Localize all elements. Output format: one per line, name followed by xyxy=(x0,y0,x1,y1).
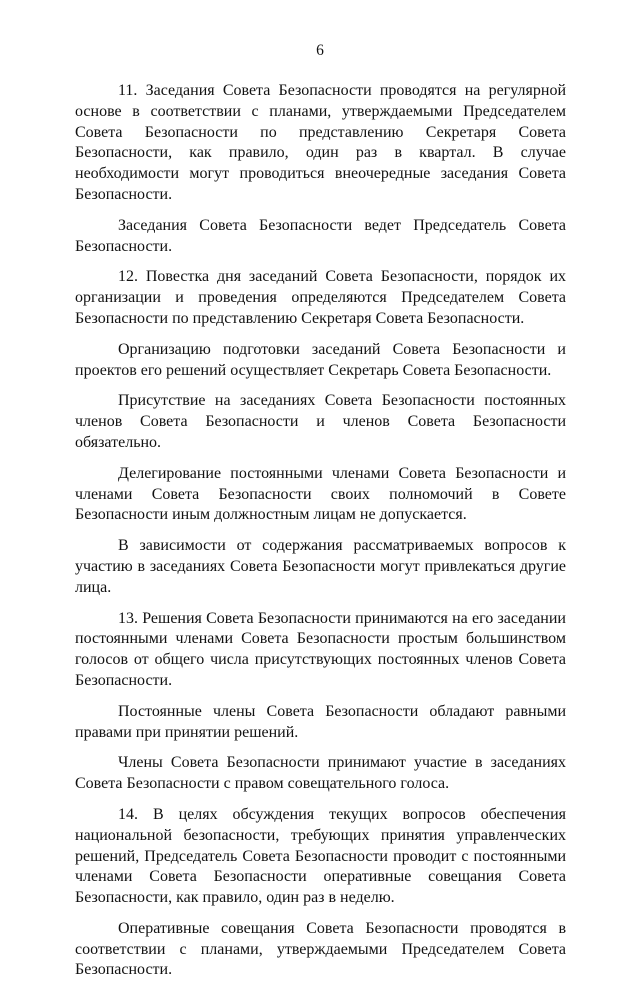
paragraph-13-equal-rights: Постоянные члены Совета Безопасности обладают равными правами при принятии решений. xyxy=(75,702,566,741)
paragraph-12-preparation: Организацию подготовки заседаний Совета Безопасности и проектов его решений осуществляет Секретарь Совета Безопасности. xyxy=(75,340,566,379)
page-number: 6 xyxy=(316,42,324,59)
paragraph-13: 13. Решения Совета Безопасности принимаются на его заседании постоянными членами Совета Безопасности простым большинством голосов от общего числа присутствующих постоянных членов Совета Безопасности. xyxy=(75,609,566,689)
paragraph-12-delegation: Делегирование постоянными членами Совета Безопасности и членами Совета Безопасности своих полномочий в Совете Безопасности иным должностным лицам не допускается. xyxy=(75,464,566,524)
paragraph-12-attendance: Присутствие на заседаниях Совета Безопасности постоянных членов Совета Безопасности и членов Совета Безопасности обязательно. xyxy=(75,392,566,451)
paragraph-11: 11. Заседания Совета Безопасности проводятся на регулярной основе в соответствии с планами, утверждаемыми Председателем Совета Безопасности по представлению Секретаря Совета Безопасности, как правило, один раз в квартал. В случае необходимости могут проводиться внеочередные заседания Совета Безопасности. xyxy=(75,82,566,203)
paragraph-14-operational-meetings: Оперативные совещания Совета Безопасности проводятся в соответствии с планами, утверждаемыми Председателем Совета Безопасности. xyxy=(75,919,566,979)
paragraph-13-advisory-vote: Члены Совета Безопасности принимают участие в заседаниях Совета Безопасности с правом совещательного голоса. xyxy=(75,754,566,793)
document-body xyxy=(75,81,566,991)
paragraph-12: 12. Повестка дня заседаний Совета Безопасности, порядок их организации и проведения определяются Председателем Совета Безопасности по представлению Секретаря Совета Безопасности. xyxy=(75,268,566,327)
paragraph-14: 14. В целях обсуждения текущих вопросов обеспечения национальной безопасности, требующих принятия управленческих решений, Председатель Совета Безопасности проводит с постоянными членами Совета Безопасности оперативные совещания Совета Безопасности, как правило, один раз в неделю. xyxy=(75,805,566,907)
paragraph-11-chair: Заседания Совета Безопасности ведет Председатель Совета Безопасности. xyxy=(75,216,566,255)
paragraph-12-other-persons: В зависимости от содержания рассматриваемых вопросов к участию в заседаниях Совета Безопасности могут привлекаться другие лица. xyxy=(75,537,566,596)
